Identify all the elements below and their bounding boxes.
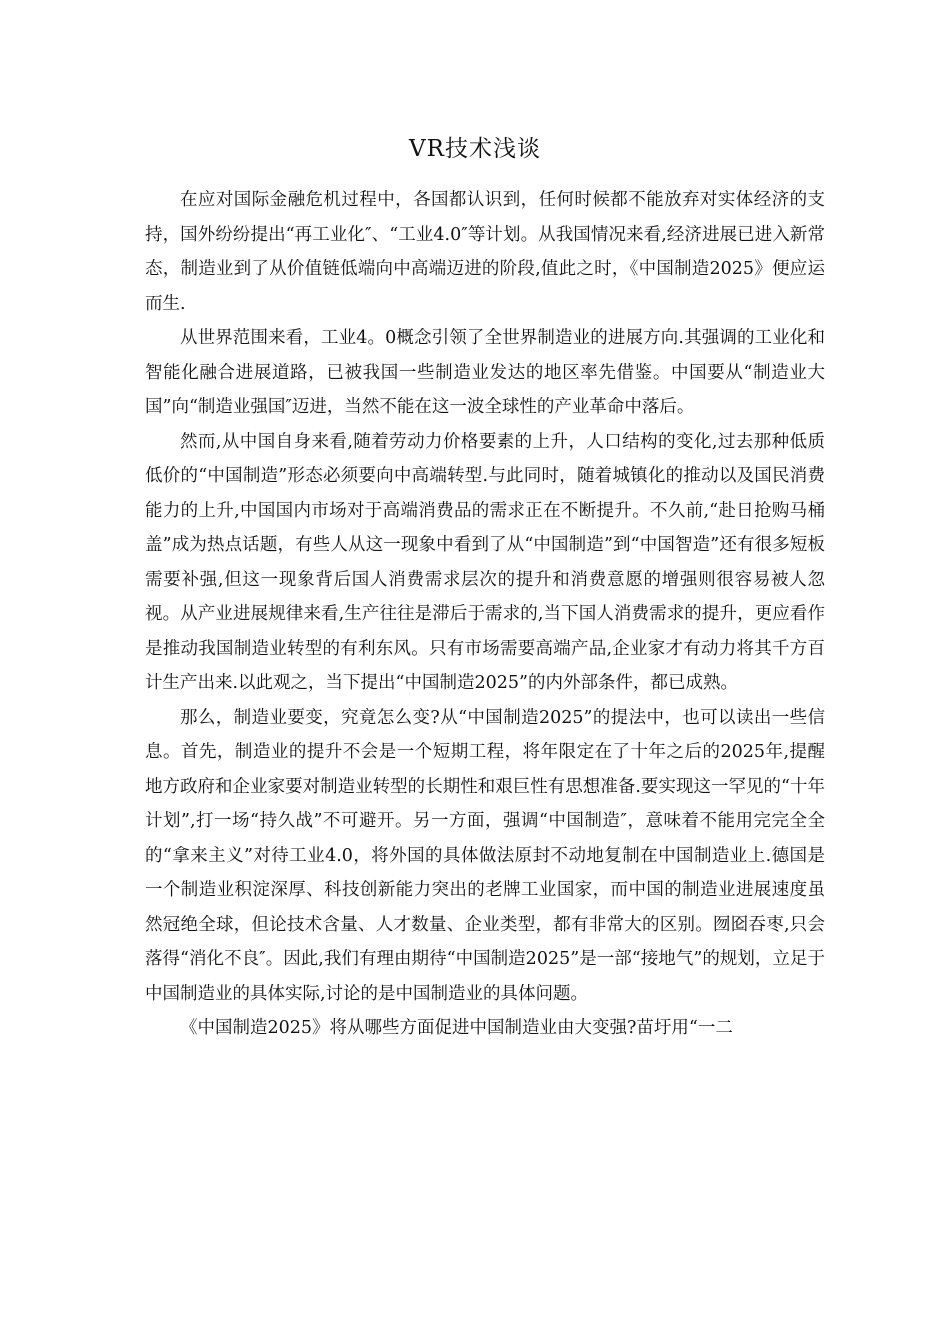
paragraph-4: 那么，制造业要变，究竟怎么变?从“中国制造2025”的提法中，也可以读出一些信息。首先，制造业的提升不会是一个短期工程，将年限定在了十年之后的2025年,提醒地方政府和企业家要对制造业转型的长期性和艰巨性有思想准备.要实现这一罕见的“十年计划”,打一场“持久战”不可避开。另一方面，强调“中国制造″，意味着不能用完完全全的“拿来主义”对待工业4.0，将外国的具体做法原封不动地复制在中国制造业上.德国是一个制造业积淀深厚、科技创新能力突出的老牌工业国家，而中国的制造业进展速度虽然冠绝全球，但论技术含量、人才数量、企业类型，都有非常大的区别。囫囵吞枣,只会落得“消化不良″。因此,我们有理由期待“中国制造2025”是一部“接地气”的规划，立足于中国制造业的具体实际,讨论的是中国制造业的具体问题。: [145, 707, 825, 1004]
paragraph-3: 然而,从中国自身来看,随着劳动力价格要素的上升，人口结构的变化,过去那种低质低价的“中国制造”形态必须要向中高端转型.与此同时，随着城镇化的推动以及国民消费能力的上升,中国国内市场对于高端消费品的需求正在不断提升。不久前,“赴日抢购马桶盖”成为热点话题，有些人从这一现象中看到了从“中国制造”到“中国智造”还有很多短板需要补强,但这一现象背后国人消费需求层次的提升和消费意愿的增强则很容易被人忽视。从产业进展规律来看,生产往往是滞后于需求的,当下国人消费需求的提升，更应看作是推动我国制造业转型的有利东风。只有市场需要高端产品,企业家才有动力将其千方百计生产出来.以此观之，当下提出“中国制造2025”的内外部条件，都已成熟。: [145, 431, 825, 693]
document-title: VR技术浅谈: [409, 136, 541, 162]
document-body: [145, 183, 825, 1046]
paragraph-1: 在应对国际金融危机过程中，各国都认识到，任何时候都不能放弃对实体经济的支持，国外纷纷提出“再工业化″、“工业4.0″等计划。从我国情况来看,经济进展已进入新常态，制造业到了从价值链低端向中高端迈进的阶段,值此之时，《中国制造2025》便应运而生.: [145, 190, 825, 314]
paragraph-5: 《中国制造2025》将从哪些方面促进中国制造业由大变强?苗圩用“一二: [180, 1018, 733, 1038]
paragraph-2: 从世界范围来看，工业4。0概念引领了全世界制造业的进展方向.其强调的工业化和智能化融合进展道路，已被我国一些制造业发达的地区率先借鉴。中国要从“制造业大国”向“制造业强国″迈进，当然不能在这一波全球性的产业革命中落后。: [145, 328, 825, 417]
